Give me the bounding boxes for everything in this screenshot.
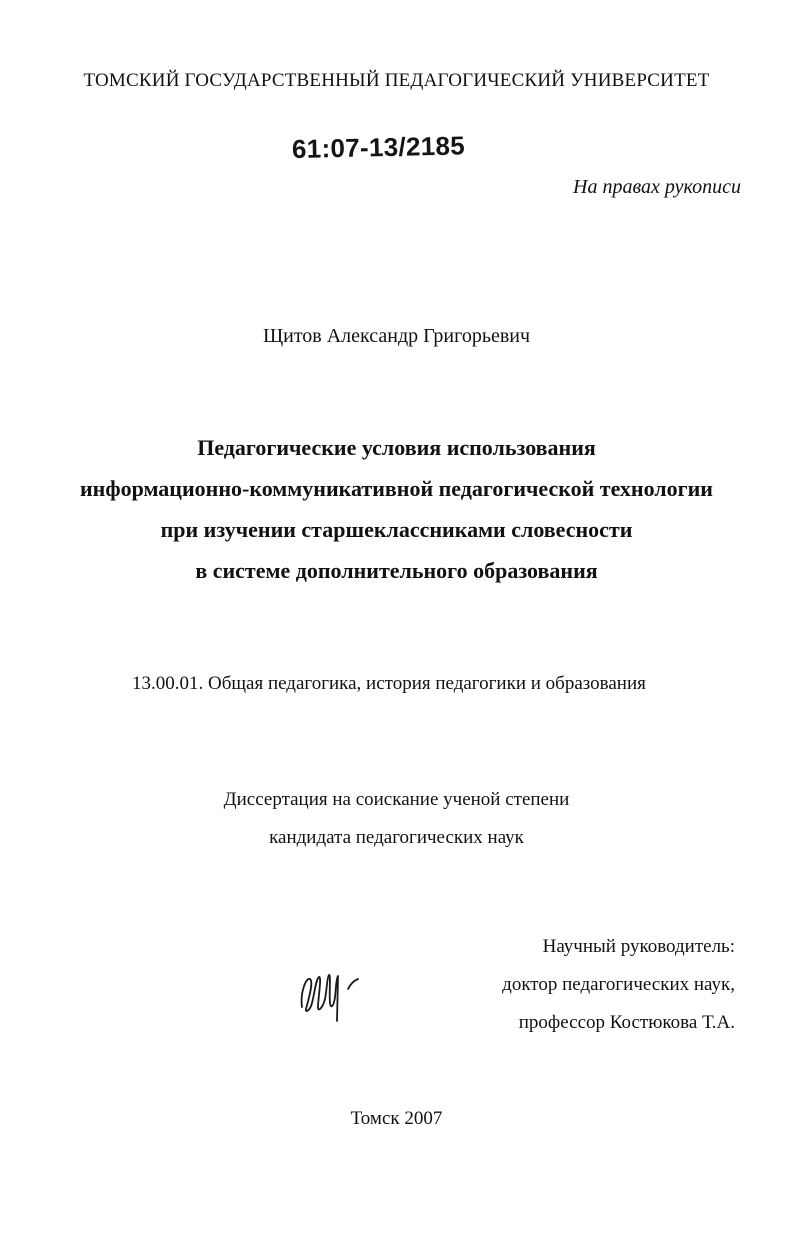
- title-line: при изучении старшеклассниками словесности: [160, 517, 633, 542]
- degree-line: Диссертация на соискание ученой степени: [223, 789, 570, 810]
- degree-statement: [0, 781, 793, 857]
- degree-line: кандидата педагогических наук: [269, 827, 524, 848]
- supervisor-line: Научный руководитель:: [542, 936, 735, 957]
- handwritten-signature-icon: [296, 963, 376, 1023]
- author-name: Щитов Александр Григорьевич: [262, 325, 531, 347]
- title-line: Педагогические условия использования: [197, 435, 596, 460]
- university-name: ТОМСКИЙ ГОСУДАРСТВЕННЫЙ ПЕДАГОГИЧЕСКИЙ УНИВЕРСИТЕТ: [83, 70, 710, 91]
- supervisor-line: профессор Костюкова Т.А.: [518, 1012, 735, 1033]
- title-line: в системе дополнительного образования: [195, 558, 598, 583]
- archive-stamp-code: 61:07-13/2185: [291, 130, 466, 164]
- title-line: информационно-коммуникативной педагогической технологии: [80, 476, 713, 501]
- specialty-code: 13.00.01. Общая педагогика, история педагогики и образования: [132, 673, 646, 694]
- city-and-year: Томск 2007: [350, 1108, 443, 1129]
- dissertation-title: [0, 427, 793, 591]
- supervisor-line: доктор педагогических наук,: [502, 974, 735, 995]
- scientific-supervisor: [502, 928, 735, 1042]
- manuscript-rights-note: На правах рукописи: [573, 176, 741, 198]
